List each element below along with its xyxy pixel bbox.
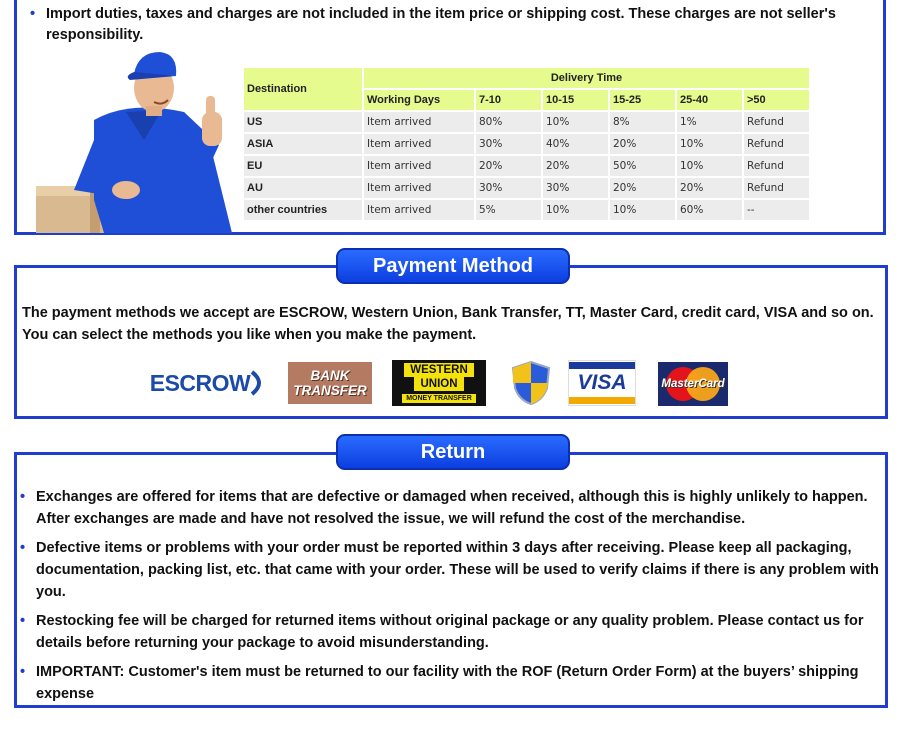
column-header: 7-10 bbox=[476, 90, 541, 110]
delivery-time-table bbox=[242, 66, 811, 222]
mastercard-logo: MasterCard bbox=[658, 362, 728, 406]
table-cell: Item arrived bbox=[364, 156, 474, 176]
payment-method-heading: Payment Method bbox=[336, 248, 570, 284]
table-cell: 20% bbox=[476, 156, 541, 176]
table-cell: 10% bbox=[677, 134, 742, 154]
table-cell: 10% bbox=[543, 112, 608, 132]
bank-transfer-logo: BANK TRANSFER bbox=[288, 362, 372, 404]
column-header: Working Days bbox=[364, 90, 474, 110]
table-cell: 60% bbox=[677, 200, 742, 220]
table-cell: 30% bbox=[476, 134, 541, 154]
table-row bbox=[244, 134, 809, 154]
table-cell: Refund bbox=[744, 178, 809, 198]
table-cell: Item arrived bbox=[364, 200, 474, 220]
courier-illustration bbox=[34, 50, 244, 233]
list-item: • IMPORTANT: Customer's item must be returned to our facility with the ROF (Return Order Form) at the buyers’ shipping expense bbox=[20, 661, 880, 705]
visa-bar bbox=[569, 362, 635, 369]
visa-logo: VISA bbox=[568, 360, 636, 406]
return-heading: Return bbox=[336, 434, 570, 470]
table-cell: 20% bbox=[543, 156, 608, 176]
payment-text-line: You can select the methods you like when you make the payment. bbox=[22, 327, 477, 343]
column-header: >50 bbox=[744, 90, 809, 110]
table-cell: 30% bbox=[543, 178, 608, 198]
return-policy-list bbox=[20, 486, 880, 712]
western-union-logo: WESTERN UNION MONEY TRANSFER bbox=[392, 360, 486, 406]
security-shield-icon bbox=[508, 360, 554, 406]
bullet-icon: • bbox=[20, 613, 26, 629]
table-cell: 30% bbox=[476, 178, 541, 198]
escrow-logo: ESCROW bbox=[146, 360, 270, 406]
table-row bbox=[244, 156, 809, 176]
table-cell: 10% bbox=[610, 200, 675, 220]
table-cell: 40% bbox=[543, 134, 608, 154]
table-cell: 80% bbox=[476, 112, 541, 132]
table-header-row bbox=[244, 68, 809, 88]
table-cell: Refund bbox=[744, 156, 809, 176]
destination-cell: ASIA bbox=[244, 134, 362, 154]
list-item: • Defective items or problems with your order must be reported within 3 days after receiving. Please keep all packaging, documentation, packing list, etc. that came with your order. These will be used to verify claims if there is any problem with you. bbox=[20, 537, 880, 603]
destination-cell: EU bbox=[244, 156, 362, 176]
table-cell: 50% bbox=[610, 156, 675, 176]
table-cell: 10% bbox=[543, 200, 608, 220]
table-cell: Item arrived bbox=[364, 134, 474, 154]
table-cell: 10% bbox=[677, 156, 742, 176]
import-duties-note: • Import duties, taxes and charges are not included in the item price or shipping cost. These charges are not seller's responsibility. bbox=[30, 6, 836, 43]
payment-logos bbox=[0, 360, 900, 410]
destination-cell: US bbox=[244, 112, 362, 132]
payment-text-line: The payment methods we accept are ESCROW, Western Union, Bank Transfer, TT, Master Card, credit card, VISA and so on. bbox=[22, 305, 874, 321]
column-header: 15-25 bbox=[610, 90, 675, 110]
table-row bbox=[244, 200, 809, 220]
table-cell: Refund bbox=[744, 134, 809, 154]
table-cell: 8% bbox=[610, 112, 675, 132]
column-header: 10-15 bbox=[543, 90, 608, 110]
table-row bbox=[244, 112, 809, 132]
table-cell: 1% bbox=[677, 112, 742, 132]
table-cell: Refund bbox=[744, 112, 809, 132]
table-cell: 20% bbox=[610, 178, 675, 198]
visa-bar bbox=[569, 397, 635, 404]
bullet-icon: • bbox=[20, 489, 26, 505]
table-cell: -- bbox=[744, 200, 809, 220]
payment-description bbox=[22, 302, 882, 346]
table-cell: 20% bbox=[677, 178, 742, 198]
bullet-icon: • bbox=[30, 6, 36, 22]
table-cell: Item arrived bbox=[364, 112, 474, 132]
column-header: 25-40 bbox=[677, 90, 742, 110]
list-item: • Restocking fee will be charged for returned items without original package or any quality problem. Please contact us for details before returning your package to avoid misunderstanding. bbox=[20, 610, 880, 654]
table-row bbox=[244, 178, 809, 198]
delivery-time-header: Delivery Time bbox=[364, 68, 809, 88]
table-cell: 20% bbox=[610, 134, 675, 154]
list-item: • Exchanges are offered for items that are defective or damaged when received, although this is highly unlikely to happen. After exchanges are made and have not resolved the issue, we will refund the cost of the merchandise. bbox=[20, 486, 880, 530]
bullet-icon: • bbox=[20, 540, 26, 556]
destination-cell: other countries bbox=[244, 200, 362, 220]
destination-header: Destination bbox=[244, 68, 362, 110]
bullet-icon: • bbox=[20, 664, 26, 680]
table-cell: 5% bbox=[476, 200, 541, 220]
destination-cell: AU bbox=[244, 178, 362, 198]
table-cell: Item arrived bbox=[364, 178, 474, 198]
swoosh-icon bbox=[250, 370, 266, 396]
